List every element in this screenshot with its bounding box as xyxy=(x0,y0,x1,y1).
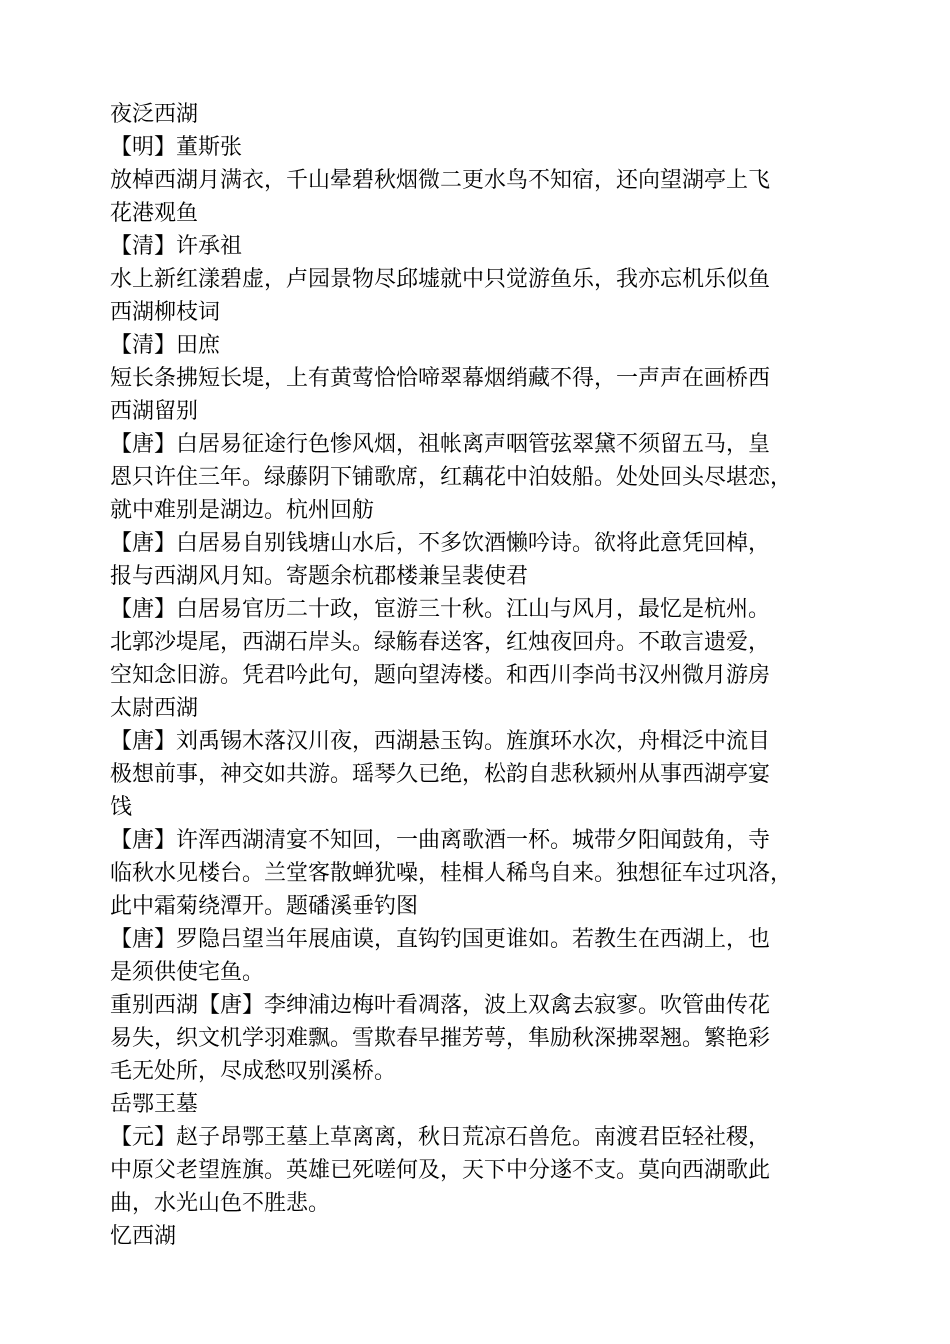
text-line: 【唐】白居易官历二十政，宦游三十秋。江山与风月，最忆是杭州。 xyxy=(110,597,771,622)
text-line: 忆西湖 xyxy=(110,1224,177,1249)
text-line: 【清】许承祖 xyxy=(110,234,243,259)
text-line: 西湖留别 xyxy=(110,399,199,424)
text-line: 西湖柳枝词 xyxy=(110,300,221,325)
text-line: 曲，水光山色不胜悲。 xyxy=(110,1191,331,1216)
text-line: 空知念旧游。凭君吟此句，题向望涛楼。和西川李尚书汉州微月游房 xyxy=(110,663,771,688)
text-line: 恩只许住三年。绿藤阴下铺歌席，红藕花中泊妓船。处处回头尽堪恋， xyxy=(110,465,793,490)
text-line: 花港观鱼 xyxy=(110,201,199,226)
text-line: 水上新红漾碧虚，卢园景物尽邱墟就中只觉游鱼乐，我亦忘机乐似鱼 xyxy=(110,267,771,292)
text-line: 短长条拂短长堤，上有黄莺恰恰啼翠幕烟绡藏不得，一声声在画桥西 xyxy=(110,366,771,391)
text-line: 重别西湖【唐】李绅浦边梅叶看凋落，波上双禽去寂寥。吹管曲传花 xyxy=(110,993,771,1018)
text-line: 极想前事，神交如共游。瑶琴久已绝，松韵自悲秋颍州从事西湖亭宴 xyxy=(110,762,771,787)
text-line: 就中难别是湖边。杭州回舫 xyxy=(110,498,375,523)
text-line: 是须供使宅鱼。 xyxy=(110,960,265,985)
text-line: 【唐】刘禹锡木落汉川夜，西湖悬玉钩。旌旗环水次，舟楫泛中流目 xyxy=(110,729,771,754)
text-line: 【唐】许浑西湖清宴不知回，一曲离歌酒一杯。城带夕阳闻鼓角，寺 xyxy=(110,828,771,853)
text-line: 岳鄂王墓 xyxy=(110,1092,199,1117)
text-line: 太尉西湖 xyxy=(110,696,199,721)
text-line: 中原父老望旌旗。英雄已死嗟何及，天下中分遂不支。莫向西湖歌此 xyxy=(110,1158,771,1183)
text-line: 放棹西湖月满衣，千山晕碧秋烟微二更水鸟不知宿，还向望湖亭上飞 xyxy=(110,168,771,193)
text-line: 【元】赵子昂鄂王墓上草离离，秋日荒凉石兽危。南渡君臣轻社稷， xyxy=(110,1125,771,1150)
text-line: 【清】田庶 xyxy=(110,333,221,358)
text-line: 临秋水见楼台。兰堂客散蝉犹噪，桂楫人稀鸟自来。独想征车过巩洛， xyxy=(110,861,793,886)
text-line: 毛无处所，尽成愁叹别溪桥。 xyxy=(110,1059,397,1084)
text-line: 饯 xyxy=(110,795,133,820)
text-line: 【唐】白居易自别钱塘山水后，不多饮酒懒吟诗。欲将此意凭回棹， xyxy=(110,531,771,556)
text-line: 夜泛西湖 xyxy=(110,102,199,127)
text-line: 【唐】白居易征途行色惨风烟，祖帐离声咽管弦翠黛不须留五马，皇 xyxy=(110,432,771,457)
text-line: 北郭沙堤尾，西湖石岸头。绿觞春送客，红烛夜回舟。不敢言遗爱， xyxy=(110,630,771,655)
text-line: 报与西湖风月知。寄题余杭郡楼兼呈裴使君 xyxy=(110,564,529,589)
text-line: 此中霜菊绕潭开。题磻溪垂钓图 xyxy=(110,894,419,919)
text-line: 【明】董斯张 xyxy=(110,135,243,160)
text-line: 【唐】罗隐吕望当年展庙谟，直钩钓国更谁如。若教生在西湖上，也 xyxy=(110,927,771,952)
text-line: 易失，织文机学羽难飘。雪欺春早摧芳萼，隼励秋深拂翠翘。繁艳彩 xyxy=(110,1026,771,1051)
document-body xyxy=(110,98,835,1253)
